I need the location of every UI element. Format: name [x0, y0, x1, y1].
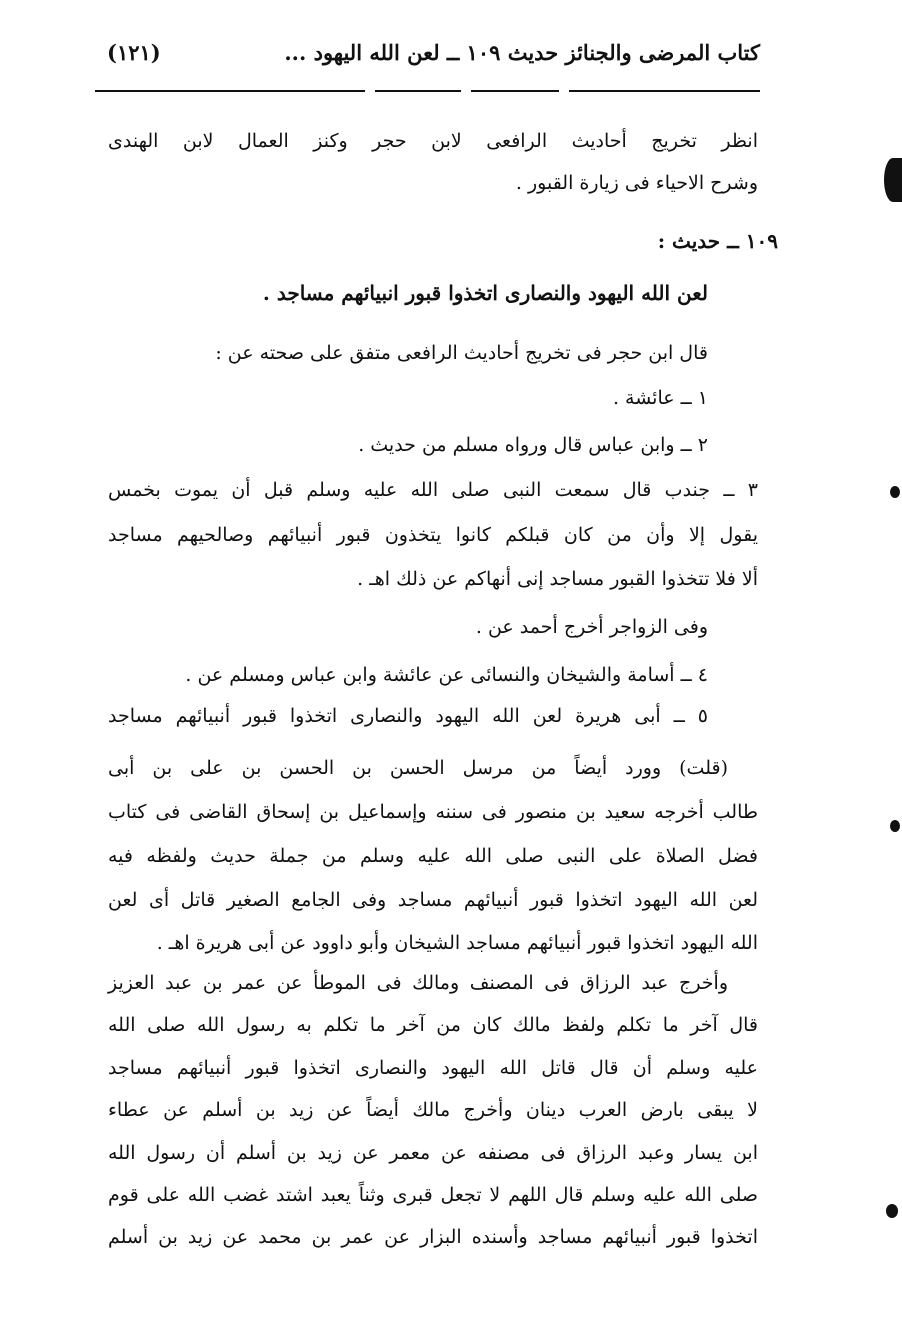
- header-rule-segment: [375, 90, 461, 92]
- text-line: وفى الزواجر أخرج أحمد عن .: [475, 616, 708, 638]
- text-line: لعن الله اليهود اتخذوا قبور أنبيائهم مساجد وفى الجامع الصغير قاتل أى لعن: [108, 889, 758, 911]
- list-item: ٥ ــ أبى هريرة لعن الله اليهود والنصارى اتخذوا قبور أنبيائهم مساجد: [108, 705, 708, 727]
- hadith-text: لعن الله اليهود والنصارى اتخذوا قبور انبيائهم مساجد .: [262, 281, 708, 305]
- page-number: (١٢١): [107, 40, 161, 65]
- hadith-number-heading: ١٠٩ ــ حديث :: [657, 229, 778, 253]
- list-item: ٣ ــ جندب قال سمعت النبى صلى الله عليه وسلم قبل أن يموت بخمس: [108, 479, 758, 501]
- text-line: اتخذوا قبور أنبيائهم مساجد وأسنده البزار عن عمر بن محمد عن زيد بن أسلم: [108, 1226, 758, 1248]
- list-item: ٢ ــ وابن عباس قال ورواه مسلم من حديث .: [358, 434, 708, 456]
- header-rule: [95, 90, 760, 94]
- text-line: لا يبقى بارض العرب دينان وأخرج مالك أيضاً عن زيد بن أسلم عن عطاء: [108, 1099, 758, 1121]
- text-line: انظر تخريج أحاديث الرافعى لابن حجر وكنز العمال لابن الهندى: [108, 130, 758, 152]
- text-line: صلى الله عليه وسلم قال اللهم لا تجعل قبرى وثناً يعبد اشتد غضب الله على قوم: [108, 1184, 758, 1206]
- list-item: ٤ ــ أسامة والشيخان والنسائى عن عائشة وابن عباس ومسلم عن .: [185, 664, 708, 686]
- text-line: وأخرج عبد الرزاق فى المصنف ومالك فى الموطأ عن عمر بن عبد العزيز: [108, 972, 728, 994]
- text-line: قال آخر ما تكلم ولفظ مالك كان من آخر ما تكلم به رسول الله صلى الله: [108, 1014, 758, 1036]
- scan-edge-mark: [884, 158, 902, 202]
- text-line: قال ابن حجر فى تخريج أحاديث الرافعى متفق على صحته عن :: [215, 342, 708, 364]
- header-rule-segment: [569, 90, 760, 92]
- text-line: فضل الصلاة على النبى صلى الله عليه وسلم من جملة حديث ولفظه فيه: [108, 845, 758, 867]
- text-line: وشرح الاحياء فى زيارة القبور .: [515, 172, 758, 194]
- text-line: يقول إلا وأن من كان قبلكم كانوا يتخذون قبور أنبيائهم وصالحيهم مساجد: [108, 524, 758, 546]
- header-title: كتاب المرضى والجنائز حديث ١٠٩ ــ لعن الله اليهود ...: [284, 40, 760, 65]
- text-line: عليه وسلم أن قال قاتل الله اليهود والنصارى اتخذوا قبور أنبيائهم مساجد: [108, 1057, 758, 1079]
- text-line: طالب أخرجه سعيد بن منصور فى سننه وإسماعيل بن إسحاق القاضى فى كتاب: [108, 801, 758, 823]
- text-line: ألا فلا تتخذوا القبور مساجد إنى أنهاكم عن ذلك اهـ .: [357, 568, 758, 590]
- text-line: الله اليهود اتخذوا قبور أنبيائهم مساجد الشيخان وأبو داوود عن أبى هريرة اهـ .: [156, 932, 758, 954]
- scan-edge-mark: [886, 1204, 898, 1218]
- header-rule-segment: [95, 90, 365, 92]
- list-item: ١ ــ عائشة .: [612, 387, 708, 409]
- header-rule-segment: [471, 90, 559, 92]
- scan-edge-mark: [890, 486, 900, 498]
- text-line: ابن يسار وعبد الرزاق فى مصنفه عن معمر عن زيد بن أسلم أن رسول الله: [108, 1142, 758, 1164]
- text-line: (قلت) وورد أيضاً من مرسل الحسن بن الحسن بن على بن أبى: [108, 757, 728, 779]
- running-header: [95, 40, 760, 80]
- scan-edge-mark: [890, 820, 900, 832]
